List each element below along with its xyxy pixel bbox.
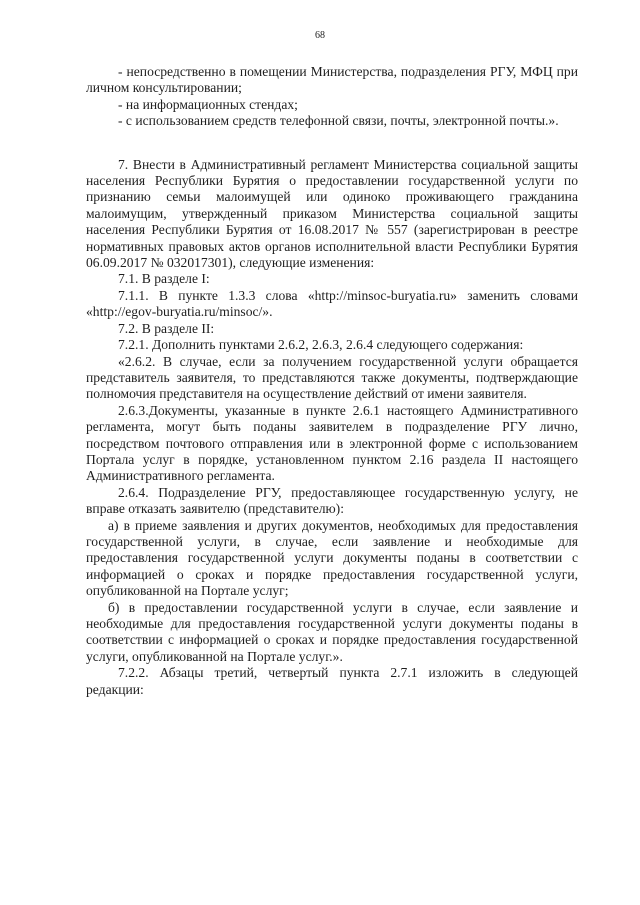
paragraph: 2.6.4. Подразделение РГУ, предоставляющее государственную услугу, не вправе отказать заявителю (представителю): [86,484,578,517]
paragraph: 7.2.1. Дополнить пунктами 2.6.2, 2.6.3, 2.6.4 следующего содержания: [118,337,524,353]
page-number: 68 [315,30,325,41]
paragraph: - с использованием средств телефонной связи, почты, электронной почты.». [118,113,559,129]
paragraph: 7.2. В разделе II: [118,320,215,336]
paragraph: 7.1. В разделе I: [118,271,210,287]
paragraph: 7.1.1. В пункте 1.3.3 слова «http://minsoc-buryatia.ru» заменить словами «http://egov-buryatia.ru/minsoc/». [86,287,578,320]
paragraph: - непосредственно в помещении Министерства, подразделения РГУ, МФЦ при личном консультировании; [86,64,578,96]
document-body [86,64,578,698]
paragraph: - на информационных стендах; [118,96,298,112]
paragraph: «2.6.2. В случае, если за получением государственной услуги обращается представитель заявителя, то представляются также документы, подтверждающие полномочия представителя на осуществление действий от имени заявителя. [86,353,578,402]
paragraph: б) в предоставлении государственной услуги в случае, если заявление и необходимые для предоставления государственной услуги документы поданы в соответствии с информацией о сроках и порядке предоставления государственной услуги, опубликованной на Портале услуг.». [86,599,578,664]
paragraph: 2.6.3.Документы, указанные в пункте 2.6.1 настоящего Административного регламента, могут быть поданы заявителем в подразделение РГУ лично, посредством почтового отправления или в электронной форме с использованием Портала услуг в порядке, установленном пунктом 2.16 раздела II настоящего Административного регламента. [86,402,578,484]
paragraph: 7. Внести в Административный регламент Министерства социальной защиты населения Республики Бурятия о предоставлении государственной услуги по признанию семьи малоимущей или одиноко проживающего гражданина малоимущим, утвержденный приказом Министерства социальной защиты населения Республики Бурятия от 16.08.2017 № 557 (зарегистрирован в реестре нормативных правовых актов органов исполнительной власти Республики Бурятия 06.09.2017 № 032017301), следующие изменения: [86,156,578,271]
paragraph: а) в приеме заявления и других документов, необходимых для предоставления государственной услуги, в случае, если заявление и необходимые для предоставления государственной услуги документы поданы в соответствии с информацией о сроках и порядке предоставления государственной услуги, опубликованной на Портале услуг; [86,517,578,599]
paragraph: 7.2.2. Абзацы третий, четвертый пункта 2.7.1 изложить в следующей редакции: [86,665,578,697]
